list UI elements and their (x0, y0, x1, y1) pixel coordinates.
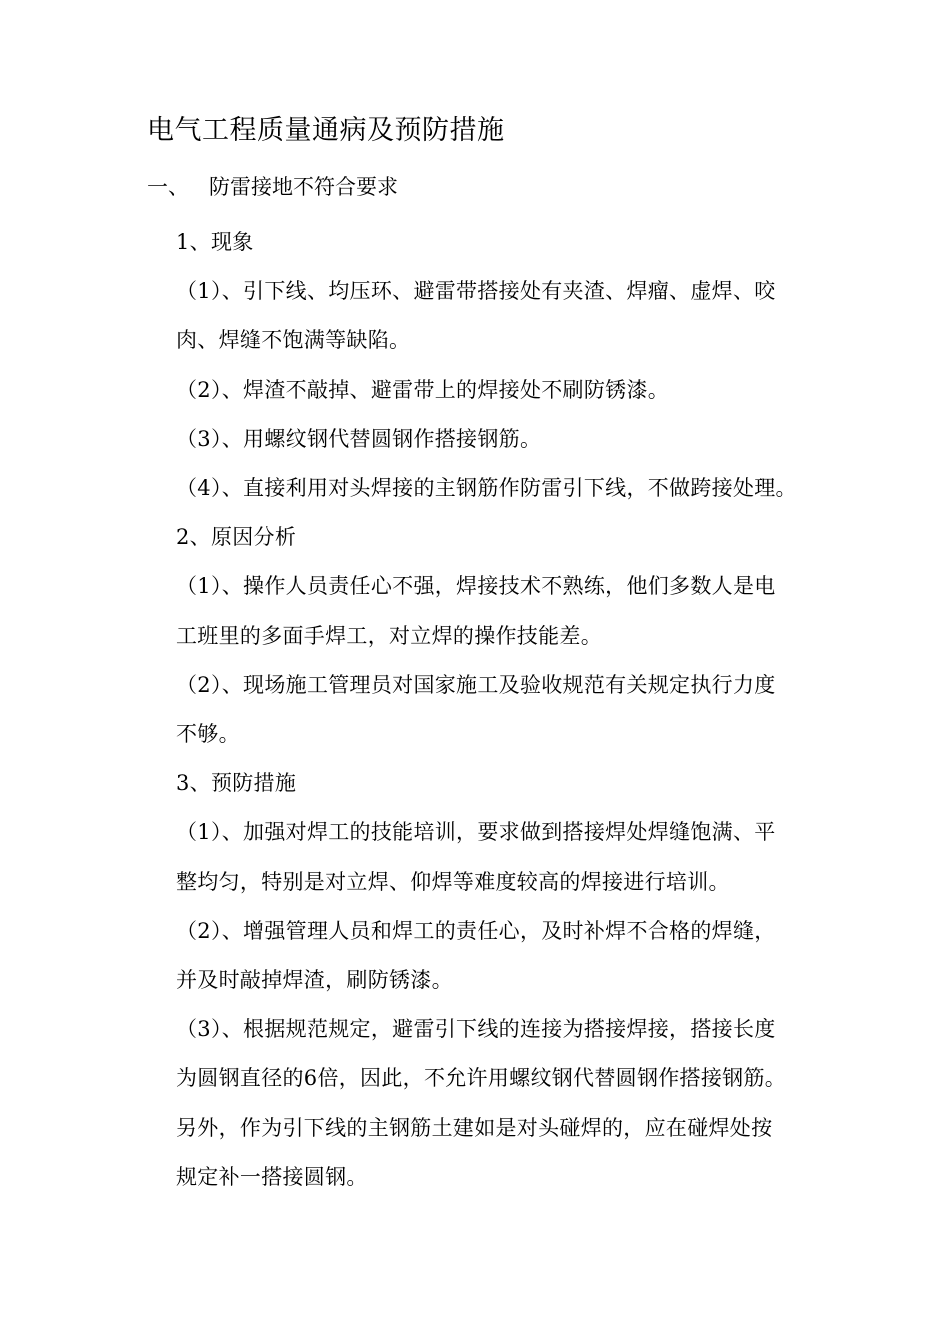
paragraph-line: 另外，作为引下线的主钢筋土建如是对头碰焊的，应在碰焊处按 (176, 1115, 773, 1140)
paragraph-line: 为圆钢直径的6倍，因此，不允许用螺纹钢代替圆钢作搭接钢筋。 (176, 1066, 787, 1091)
section-heading (147, 170, 398, 204)
paragraph-line: （2）、增强管理人员和焊工的责任心，及时补焊不合格的焊缝， (176, 918, 776, 943)
section-title: 防雷接地不符合要求 (209, 175, 398, 199)
subheading-phenomenon: 1、现象 (176, 230, 254, 254)
paragraph-line: （1）、加强对焊工的技能培训，要求做到搭接焊处焊缝饱满、平 (176, 820, 776, 845)
paragraph-line: 不够。 (176, 722, 240, 747)
subheading-preventive-measures: 3、预防措施 (176, 771, 297, 796)
paragraph-line: （3）、根据规范规定，避雷引下线的连接为搭接焊接，搭接长度 (176, 1017, 776, 1042)
paragraph-line: （1）、操作人员责任心不强，焊接技术不熟练，他们多数人是电 (176, 574, 776, 599)
paragraph-line: （2）、焊渣不敲掉、避雷带上的焊接处不刷防锈漆。 (176, 377, 670, 402)
section-number: 一、 (147, 175, 189, 199)
subheading-cause-analysis: 2、原因分析 (176, 525, 297, 550)
document-title: 电气工程质量通病及预防措施 (147, 115, 505, 146)
paragraph-line: 并及时敲掉焊渣，刷防锈漆。 (176, 968, 453, 993)
paragraph-line: 肉、焊缝不饱满等缺陷。 (176, 328, 411, 353)
paragraph-line: 工班里的多面手焊工，对立焊的操作技能差。 (176, 623, 602, 648)
paragraph-line: 整均匀，特别是对立焊、仰焊等难度较高的焊接进行培训。 (176, 869, 730, 894)
paragraph-line: （2）、现场施工管理员对国家施工及验收规范有关规定执行力度 (176, 672, 776, 697)
paragraph-line: （1）、引下线、均压环、避雷带搭接处有夹渣、焊瘤、虚焊、咬 (176, 279, 776, 304)
document-body (176, 218, 816, 1202)
paragraph-line: （3）、用螺纹钢代替圆钢作搭接钢筋。 (176, 426, 542, 451)
paragraph-line: （4）、直接利用对头焊接的主钢筋作防雷引下线，不做跨接处理。 (176, 476, 797, 501)
paragraph-line: 规定补一搭接圆钢。 (176, 1164, 368, 1189)
